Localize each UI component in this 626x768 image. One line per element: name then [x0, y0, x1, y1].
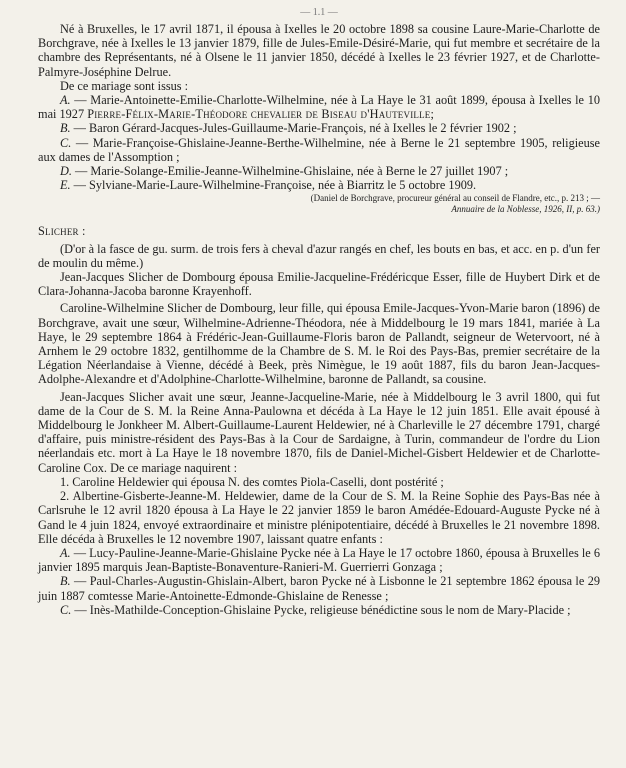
section-heading-slicher: Slicher :: [38, 224, 86, 239]
entry-mark: A.: [60, 545, 71, 560]
entry-text: — Baron Gérard-Jacques-Jules-Guillaume-Marie-François, né à Ixelles le 2 février 1902 ;: [73, 121, 517, 136]
pycke-entry-b: [38, 574, 600, 602]
spouse-name: Pierre-Félix-Marie-Théodore chevalier de Biseau d'Hauteville: [87, 107, 431, 122]
entry-text: — Marie-Solange-Emilie-Jeanne-Wilhelmine-Ghislaine, née à Berne le 27 juillet 1907 ;: [75, 164, 509, 179]
source-citation: [38, 193, 600, 215]
pycke-entry-c: [38, 603, 600, 617]
entry-text: — Sylviane-Marie-Laure-Wilhelmine-Françoise, née à Biarritz le 5 octobre 1909.: [73, 178, 477, 193]
intro-paragraph: Né à Bruxelles, le 17 avril 1871, il épousa à Ixelles le 20 octobre 1898 sa cousine Laure-Marie-Charlotte de Borchgrave, née à Ixelles le 13 janvier 1879, fille de Jules-Emile-Désiré-Marie, qui fut membre et secrétaire de la chambre des Représentants, né à Olsene le 11 janvier 1850, décédé à Ixelles le 23 février 1927, et de Charlotte-Palmyre-Joséphine Delrue.: [38, 22, 600, 79]
child-entry-a: [38, 93, 600, 121]
slicher-paragraph-1: Jean-Jacques Slicher de Dombourg épousa Emilie-Jacqueline-Frédéricque Esser, fille de Huybert Dirk et de Clara-Johanna-Jacoba baronne Krayenhoff.: [38, 270, 600, 299]
entry-text: — Paul-Charles-Augustin-Ghislain-Albert, baron Pycke né à Lisbonne le 21 septembre 1862 épousa le 29 juin 1887 comtesse Marie-Antoinette-Edmonde-Ghislaine de Renesse ;: [38, 574, 600, 603]
page-number: — 1.1 —: [300, 7, 338, 18]
arms-description: (D'or à la fasce de gu. surm. de trois fers à cheval d'azur rangés en chef, les bouts en bas, et acc. en p. d'un fer de moulin du même.): [38, 241, 600, 270]
pycke-entry-a: [38, 546, 600, 574]
issue-heading: De ce mariage sont issus :: [60, 78, 189, 93]
numbered-entry-2: 2. Albertine-Gisberte-Jeanne-M. Heldewier, dame de la Cour de S. M. la Reine Sophie des Pays-Bas née à Carlsruhe le 12 avril 1820 épousa à La Haye le 22 janvier 1859 le baron Amédée-Edouard-Auguste Pycke né à Gand le 4 juin 1824, envoyé extraordinaire et ministre plénipotentiaire, décédé à Bruxelles le 21 novembre 1898. Elle décéda à Bruxelles le 12 novembre 1907, laissant quatre enfants :: [38, 489, 600, 546]
numbered-entry-1: 1. Caroline Heldewier qui épousa N. des comtes Piola-Caselli, dont postérité ;: [60, 474, 444, 489]
entry-text: — Inès-Mathilde-Conception-Ghislaine Pycke, religieuse bénédictine sous le nom de Mary-Placide ;: [74, 602, 571, 617]
entry-mark: C.: [60, 135, 72, 150]
entry-text: — Lucy-Pauline-Jeanne-Marie-Ghislaine Pycke née à La Haye le 17 octobre 1860, épousa à Bruxelles le 6 janvier 1895 marquis Jean-Baptiste-Bonaventure-Ranieri-M. Guerrierri Gonzaga ;: [38, 545, 600, 575]
source-line-2: Annuaire de la Noblesse, 1926, II, p. 63.): [451, 204, 600, 215]
entry-mark: E.: [60, 178, 71, 193]
entry-mark: A.: [60, 93, 71, 108]
entry-mark: C.: [60, 602, 72, 617]
child-entry-b: [38, 121, 600, 135]
entry-end: ;: [430, 107, 434, 122]
child-entry-e: [38, 178, 600, 192]
entry-text: — Marie-Antoinette-Emilie-Charlotte-Wilhelmine, née à La Haye le 31 août 1899, épousa à Ixelles le 10 mai 1927: [38, 93, 600, 122]
child-entry-c: [38, 136, 600, 164]
slicher-paragraph-3: Jean-Jacques Slicher avait une sœur, Jeanne-Jacqueline-Marie, née à Middelbourg le 3 avril 1800, qui fut dame de la Cour de S. M. la Reine Anna-Paulowna et décéda à La Haye le 12 juin 1851. Elle avait épousé à Middelbourg le Jonkheer M. Albert-Guillaume-Laurent Heldewier, né à Charleville le 27 décembre 1791, chargé d'affaire, puis ministre-résident des Pays-Bas à la Cour de Sardaigne, à Turin, commandeur de l'ordre du Lion néerlandais etc. mort à La Haye le 18 novembre 1870, fils de Daniel-Michel-Gisbert Heldewier et de Charlotte-Caroline Cox. De ce mariage naquirent :: [38, 389, 600, 475]
entry-mark: D.: [60, 164, 72, 179]
child-entry-d: [38, 164, 600, 178]
entry-text: — Marie-Françoise-Ghislaine-Jeanne-Berthe-Wilhelmine, née à Berne le 21 septembre 1905, religieuse aux dames de l'Assomption ;: [38, 135, 600, 164]
source-line-1: (Daniel de Borchgrave, procureur général au conseil de Flandre, etc., p. 213 ; —: [310, 193, 600, 204]
entry-mark: B.: [60, 121, 71, 136]
entry-mark: B.: [60, 574, 71, 589]
slicher-paragraph-2: Caroline-Wilhelmine Slicher de Dombourg, leur fille, qui épousa Emile-Jacques-Yvon-Marie baron (1896) de Borchgrave, avait une sœur, Wilhelmine-Adrienne-Théodora, née à Middelbourg le 19 mars 1841, mariée à La Haye, le 29 septembre 1864 à Frédéric-Jean-Guillaume-Floris baron de Pallandt, seigneur de Wetervoort, né à Arnhem le 29 octobre 1832, gentilhomme de la Chambre de S. M. le Roi des Pays-Bas, premier secrétaire de la Légation Néerlandaise à Vienne, décédé à Beek, près Nimègue, le 19 août 1887, fils du baron Jean-Jacques-Adolphe-Alexandre et d'Adolphine-Charlotte-Wilhelmine, baronne de Pallandt, sa cousine.: [38, 301, 600, 387]
